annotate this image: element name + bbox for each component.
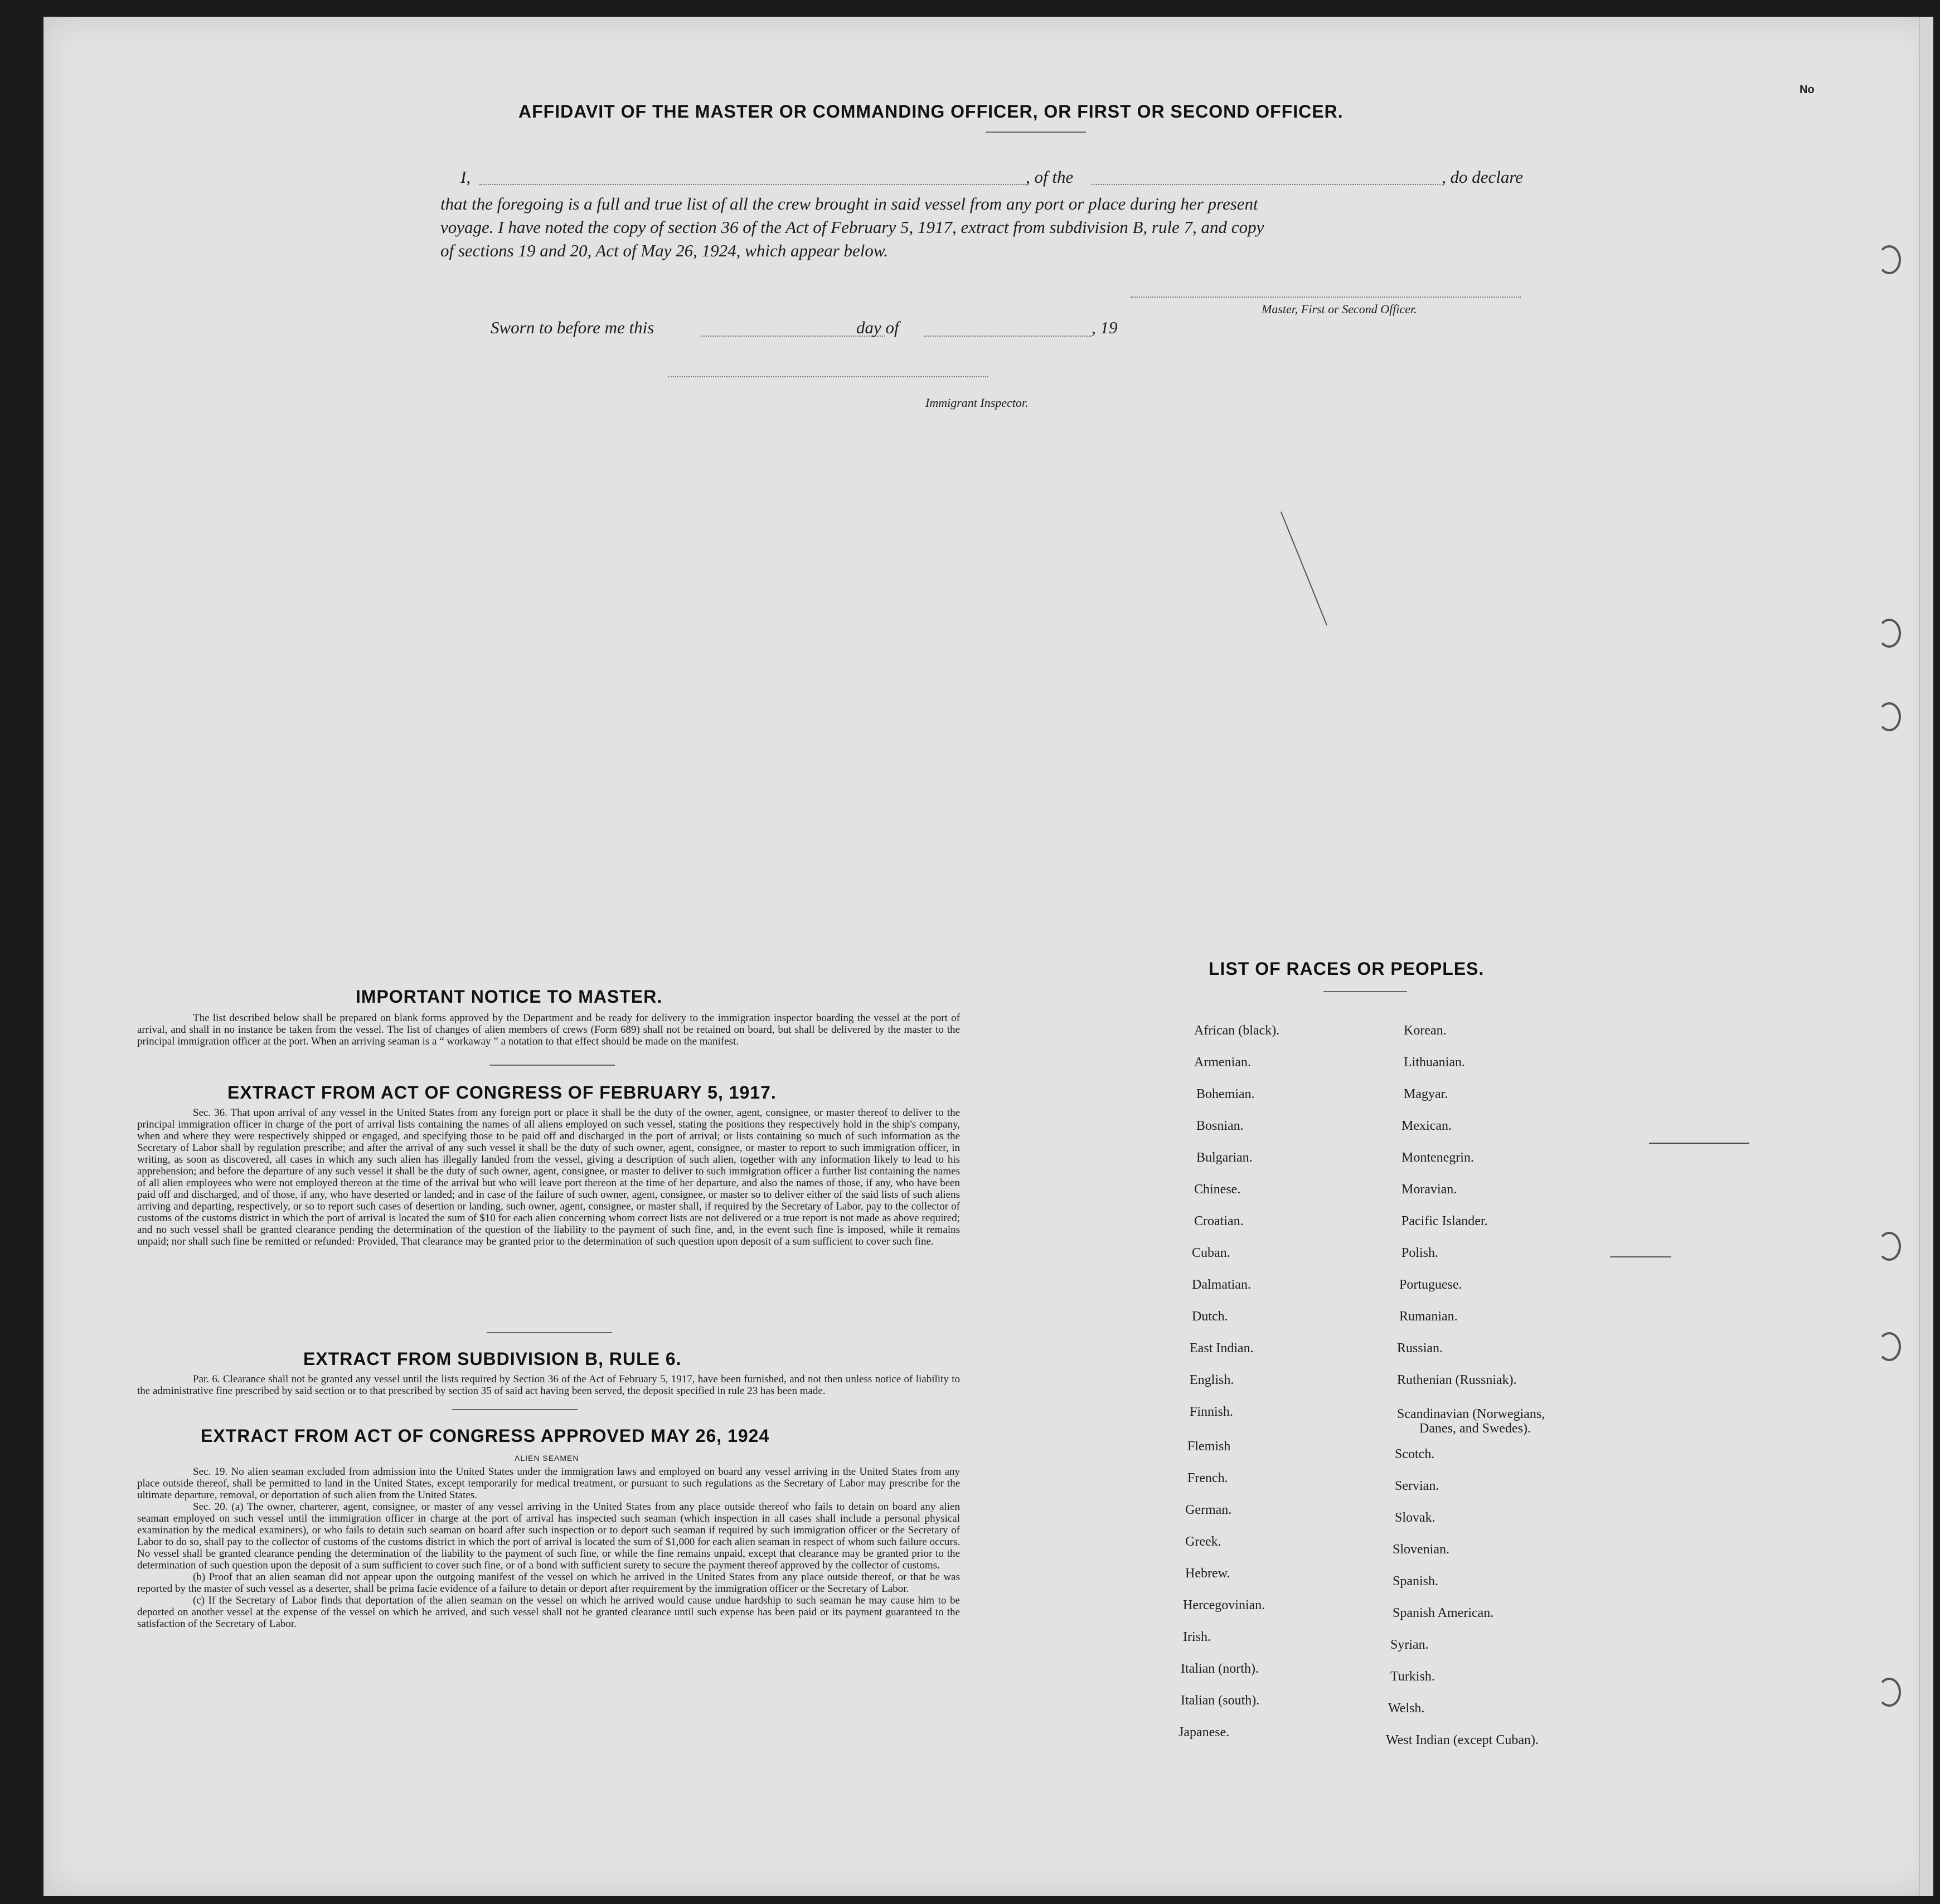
race-item: German. <box>1185 1503 1232 1517</box>
race-item: Slovenian. <box>1393 1542 1449 1557</box>
race-item: Irish. <box>1183 1630 1211 1644</box>
race-item: Mexican. <box>1401 1119 1452 1133</box>
race-item: Polish. <box>1401 1246 1439 1260</box>
race-item: Ruthenian (Russniak). <box>1397 1373 1517 1387</box>
race-item: Rumanian. <box>1399 1309 1458 1324</box>
race-item: Bohemian. <box>1196 1087 1255 1101</box>
race-item: Cuban. <box>1192 1246 1230 1260</box>
race-item: Italian (south). <box>1181 1693 1260 1708</box>
race-item: Pacific Islander. <box>1401 1214 1488 1228</box>
notice-divider <box>489 1065 615 1066</box>
race-item: Syrian. <box>1390 1638 1429 1652</box>
race-item: English. <box>1190 1373 1234 1387</box>
binder-hole <box>1878 702 1901 731</box>
rule-6-title: EXTRACT FROM SUBDIVISION B, RULE 6. <box>303 1349 682 1369</box>
declaration-i: I, <box>460 167 471 187</box>
race-item: Turkish. <box>1390 1669 1435 1684</box>
declaration-do-declare: , do declare <box>1442 167 1524 187</box>
binder-hole <box>1878 619 1901 648</box>
race-item: Portuguese. <box>1399 1278 1462 1292</box>
race-item: Croatian. <box>1194 1214 1244 1228</box>
stray-mark <box>1649 1143 1749 1144</box>
binder-hole <box>1878 245 1901 274</box>
extract-1917-title: EXTRACT FROM ACT OF CONGRESS OF FEBRUARY 5, 1917. <box>227 1082 777 1102</box>
declaration-line-2: that the foregoing is a full and true list of all the crew brought in said vessel from any port or place during her present <box>440 194 1258 213</box>
race-item: Servian. <box>1395 1479 1439 1493</box>
race-item: Dutch. <box>1192 1309 1228 1324</box>
race-item: Hebrew. <box>1185 1566 1230 1581</box>
race-item: African (black). <box>1194 1023 1280 1038</box>
section-20a-paragraph: Sec. 20. (a) The owner, charterer, agent, consignee, or master of any vessel arriving in the United States from any place outside thereof who fails to detain on board any alien seaman employed on such vessel until the immigration officer in charge at the port of arrival has inspected such seaman (which inspection in all cases shall include a personal physical examination by the medical examiners), or who fails to detain such seaman on board after such inspection or to deport such seaman if required by such immigration officer or the Secretary of Labor to do so, shall pay to the collector of customs of the customs district in which the port of arrival is located the sum of $1,000 for each alien seaman in respect of whom such failure occurs. No vessel shall be granted clearance pending the determination of the liability to the payment of such fine, or while the fine remains unpaid, except that clearance may be granted prior to the determination of such question upon the deposit of a sum sufficient to cover such fine, or of a bond with sufficient surety to secure the payment thereof approved by the collector of customs. <box>137 1501 960 1571</box>
declarant-name-field[interactable] <box>479 184 1026 185</box>
race-item: Bosnian. <box>1196 1119 1244 1133</box>
race-item: Hercegovinian. <box>1183 1598 1265 1612</box>
race-item: East Indian. <box>1190 1341 1254 1356</box>
race-item: Moravian. <box>1401 1182 1457 1197</box>
sworn-month-field[interactable] <box>924 336 1092 337</box>
notice-text: The list described below shall be prepared on blank forms approved by the Department and be ready for delivery to the immigration inspector boarding the vessel at the port of arrival, and shall in no instance be taken from the vessel. The list of changes of alien members of crews (Form 689) shall not be retained on board, but shall be delivered by the master to the principal immigration officer at the port. When an arriving seaman is a “ workaway ” a notation to that effect should be made on the manifest. <box>137 1012 960 1047</box>
declaration-line-4: of sections 19 and 20, Act of May 26, 1924, which appear below. <box>440 241 889 260</box>
stray-mark <box>1281 512 1327 626</box>
race-item: Flemish <box>1187 1439 1231 1454</box>
master-signature-line[interactable] <box>1131 297 1521 298</box>
inspector-signature-line[interactable] <box>668 376 988 377</box>
day-of-label: day of <box>856 318 899 337</box>
race-item: Dalmatian. <box>1192 1278 1251 1292</box>
race-item: Danes, and Swedes). <box>1419 1421 1531 1436</box>
binder-hole <box>1878 1332 1901 1361</box>
affidavit-title-rule <box>986 132 1086 133</box>
master-signature-label: Master, First or Second Officer. <box>1262 302 1417 316</box>
section-20b-paragraph: (b) Proof that an alien seaman did not appear upon the outgoing manifest of the vessel on which he arrived in the United States from any place outside thereof, or that he was reported by the master of such vessel as a deserter, shall be prima facie evidence of a failure to detain or deport after requirement by the immigration officer or the Secretary of Labor. <box>137 1571 960 1595</box>
races-right-column <box>1386 1023 1689 1759</box>
declaration-of-the: , of the <box>1026 167 1074 187</box>
race-item: Welsh. <box>1388 1701 1425 1716</box>
race-item: Slovak. <box>1395 1510 1435 1525</box>
affidavit-title: AFFIDAVIT OF THE MASTER OR COMMANDING OFFICER, OR FIRST OR SECOND OFFICER. <box>518 101 1344 122</box>
race-item: Scotch. <box>1395 1447 1435 1461</box>
race-item: Italian (north). <box>1181 1662 1259 1676</box>
race-item: Spanish. <box>1393 1574 1439 1589</box>
section-20c-paragraph: (c) If the Secretary of Labor finds that deportation of the alien seaman on the vessel on which he arrived would cause undue hardship to such seaman he may cause him to be deported on another vessel at the expense of the vessel on which he arrived, and such vessel shall not be granted clearance until such expense has been paid or its payment guaranteed to the satisfaction of the Secretary of Labor. <box>137 1595 960 1630</box>
extract-1924-text <box>137 1466 960 1630</box>
race-item: French. <box>1187 1471 1228 1485</box>
document-sheet <box>43 17 1933 1896</box>
race-item: Bulgarian. <box>1196 1150 1253 1165</box>
rule-6-text: Par. 6. Clearance shall not be granted any vessel until the lists required by Section 36 of the Act of February 5, 1917, have been furnished, and not then unless notice of liability to the administrative fine prescribed by said section or to that prescribed by section 35 of said act having been served, the deposit specified in rule 23 has been made. <box>137 1373 960 1397</box>
race-item: Magyar. <box>1404 1087 1448 1101</box>
races-left-column <box>1178 1023 1415 1759</box>
race-item: West Indian (except Cuban). <box>1386 1733 1539 1747</box>
sworn-before-label: Sworn to before me this <box>491 318 654 337</box>
extract-1917-divider <box>487 1332 612 1333</box>
extract-1924-subtitle: ALIEN SEAMEN <box>515 1454 579 1463</box>
races-title-rule <box>1323 991 1407 992</box>
race-item: Korean. <box>1404 1023 1447 1038</box>
rule-6-divider <box>452 1409 578 1410</box>
corner-no-label: No <box>1800 84 1815 96</box>
declaration-line-3: voyage. I have noted the copy of section 36 of the Act of February 5, 1917, extract from subdivision B, rule 7, and copy <box>440 217 1264 237</box>
vessel-name-field[interactable] <box>1092 184 1441 185</box>
races-title: LIST OF RACES OR PEOPLES. <box>1209 959 1485 979</box>
race-item: Armenian. <box>1194 1055 1251 1070</box>
stray-mark <box>1610 1256 1671 1257</box>
race-item: Chinese. <box>1194 1182 1241 1197</box>
race-item: Montenegrin. <box>1401 1150 1474 1165</box>
page-edge <box>1919 17 1933 1896</box>
race-item: Greek. <box>1185 1534 1221 1549</box>
race-item: Lithuanian. <box>1404 1055 1465 1070</box>
race-item: Finnish. <box>1190 1405 1234 1419</box>
section-19-paragraph: Sec. 19. No alien seaman excluded from admission into the United States under the immigration laws and employed on board any vessel arriving in the United States from any place outside thereof, shall be permitted to land in the United States, except temporarily for medical treatment, or pursuant to such regulations as the Secretary of Labor may prescribe for the ultimate departure, removal, or deportation of such alien from the United States. <box>137 1466 960 1501</box>
race-item: Russian. <box>1397 1341 1443 1356</box>
notice-title: IMPORTANT NOTICE TO MASTER. <box>356 987 663 1007</box>
year-label: , 19 <box>1092 318 1118 337</box>
race-item: Spanish American. <box>1393 1606 1494 1620</box>
inspector-signature-label: Immigrant Inspector. <box>925 396 1029 410</box>
extract-1924-title: EXTRACT FROM ACT OF CONGRESS APPROVED MAY 26, 1924 <box>201 1426 770 1446</box>
binder-hole <box>1878 1678 1901 1707</box>
extract-1917-text: Sec. 36. That upon arrival of any vessel in the United States from any foreign port or place it shall be the duty of the owner, agent, consignee, or master thereof to deliver to the principal immigration officer in charge of the port of arrival lists containing the names of all aliens employed on such vessel, stating the positions they respectively hold in the ship's company, when and where they were respectively shipped or engaged, and specifying those to be paid off and discharged in the port of arrival; or lists containing so much of such information as the Secretary of Labor shall by regulation prescribe; and after the arrival of any such vessel it shall be the duty of such owner, agent, consignee, or master to report to such immigration officer, in writing, as soon as discovered, all cases in which any such alien has illegally landed from the vessel, giving a description of such alien, together with any information likely to lead to his apprehension; and before the departure of any such vessel it shall be the duty of such owner, agent, consignee, or master to deliver to such immigration officer a further list containing the names of all alien employees who were not employed thereon at the time of the arrival but who will leave port thereon at the time of her departure, and also the names of those, if any, who have been paid off and discharged, and of those, if any, who have deserted or landed; and in case of the failure of such owner, agent, consignee, or master so to deliver either of the said lists of such aliens arriving and departing, respectively, or so to report such cases of desertion or landing, such owner, agent, consignee, or master shall, if required by the Secretary of Labor, pay to the collector of customs of the customs district in which the port of arrival is located the sum of $10 for each alien concerning whom correct lists are not delivered or a true report is not made as above required; and no such vessel shall be granted clearance pending the determination of the question of the liability to the payment of such fine, and, in the event such fine is imposed, while it remains unpaid; nor shall such fine be remitted or refunded: Provided, That clearance may be granted prior to the determination of such question upon deposit of a sum sufficient to cover such fine. <box>137 1107 960 1247</box>
binder-hole <box>1878 1232 1901 1261</box>
race-item: Scandinavian (Norwegians, <box>1397 1407 1545 1421</box>
race-item: Japanese. <box>1178 1725 1230 1740</box>
